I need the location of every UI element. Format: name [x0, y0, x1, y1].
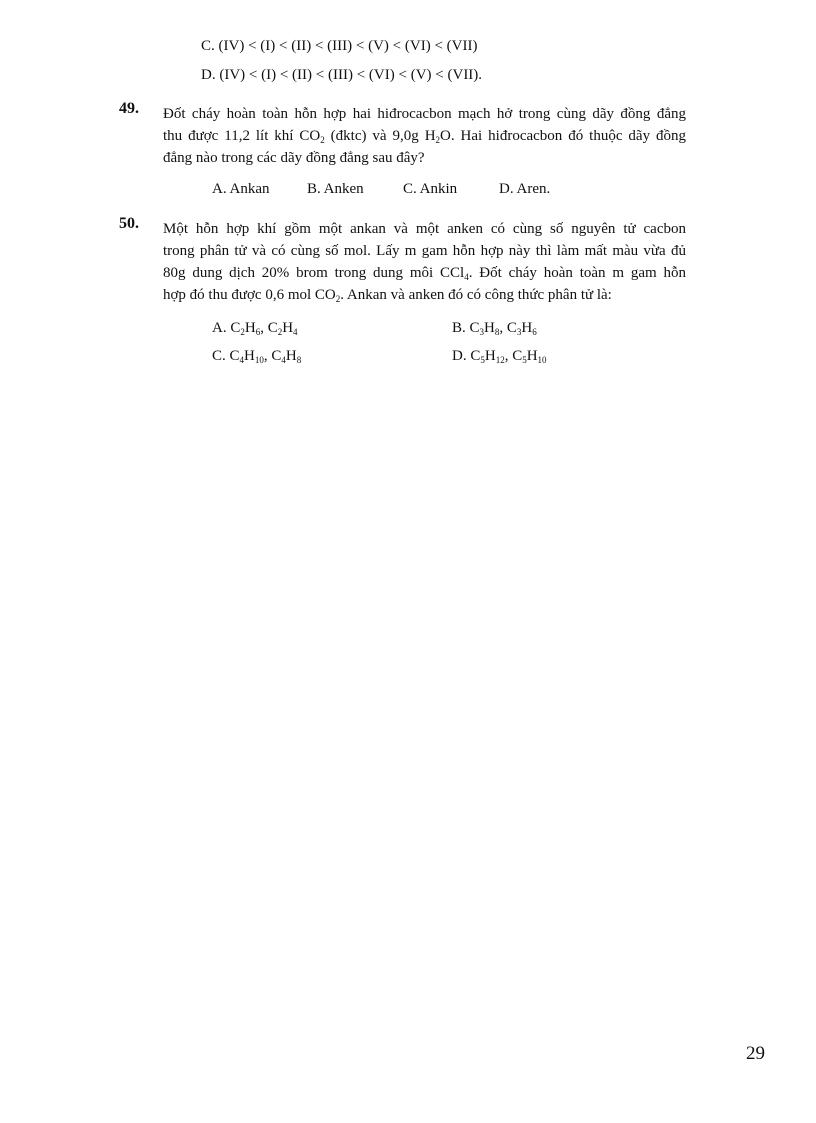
q50-line-4: hợp đó thu được 0,6 mol $CO_2$. Ankan và anken đó có công thức phân tử là:	[163, 287, 612, 304]
q50-text	[163, 218, 686, 306]
q49-option-b: B. Anken	[307, 181, 364, 197]
q49-option-d: D. Aren.	[499, 181, 551, 197]
q50-line-2: trong phân tử và có cùng số mol. Lấy m gam hỗn hợp này thì làm mất màu vừa đủ	[163, 243, 686, 259]
q50-option-c: C. $C_4H_{10}$, $C_4H_8$	[212, 348, 302, 365]
q48-option-d: D. (IV) < (I) < (II) < (III) < (VI) < (V) < (VII).	[201, 67, 483, 83]
q48-option-c: C. (IV) < (I) < (II) < (III) < (V) < (VI) < (VII)	[201, 38, 478, 54]
q49-options	[212, 179, 550, 199]
q49-option-c: C. Ankin	[403, 181, 458, 197]
q50-option-d: D. $C_5H_{12}$, $C_5H_{10}$	[452, 348, 547, 365]
q49-line-1: Đốt cháy hoàn toàn hỗn hợp hai hiđrocacbon mạch hở trong cùng dãy đồng đẳng	[163, 106, 686, 122]
q49-option-a: A. Ankan	[212, 181, 270, 197]
q50-number: 50.	[119, 215, 139, 232]
q50-option-b: B. $C_3H_8$, $C_3H_6$	[452, 320, 537, 337]
q50-line-1: Một hỗn hợp khí gồm một ankan và một anken có cùng số nguyên tử cacbon	[163, 221, 686, 237]
q50-option-a: A. $C_2H_6$, $C_2H_4$	[212, 320, 298, 337]
page-number: 29	[746, 1043, 765, 1064]
q49-line-3: đẳng nào trong các dãy đồng đẳng sau đây?	[163, 150, 425, 166]
q49-number: 49.	[119, 100, 139, 117]
q49-line-2: thu được 11,2 lít khí $CO_2$ (đktc) và 9,0g $H_2O$. Hai hiđrocacbon đó thuộc dãy đồng	[163, 128, 686, 145]
q50-line-3: 80g dung dịch 20% brom trong dung môi CCl$_4$. Đốt cháy hoàn toàn m gam hỗn	[163, 265, 686, 282]
q49-text	[163, 103, 686, 169]
